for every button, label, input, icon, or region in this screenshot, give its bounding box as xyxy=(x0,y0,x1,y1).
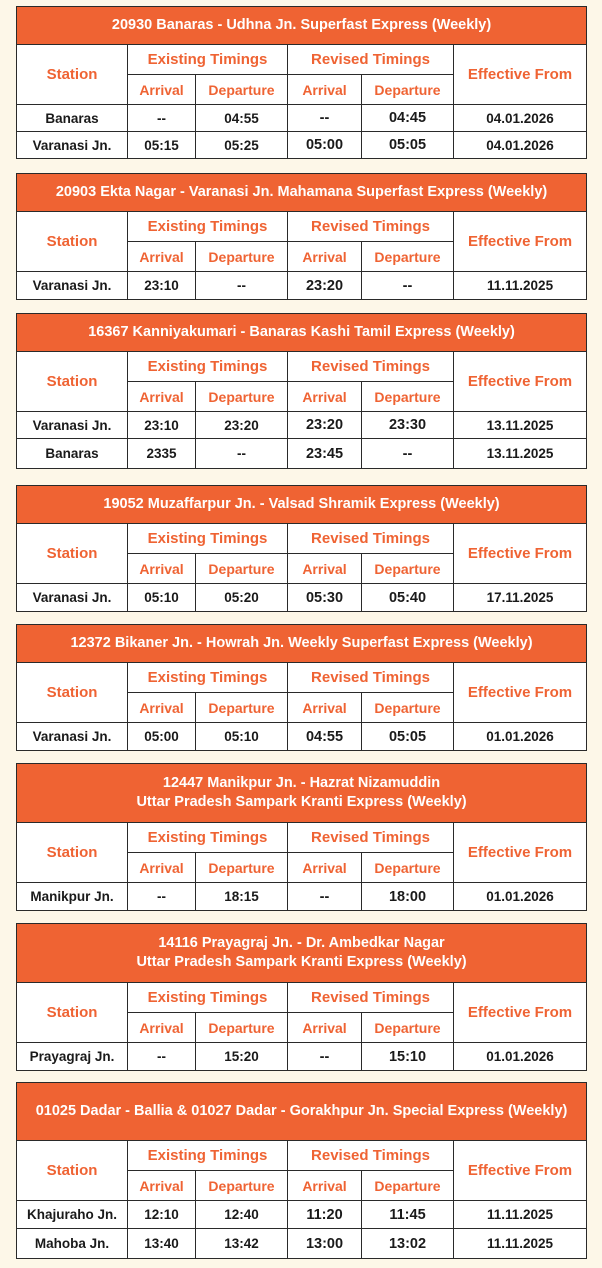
station-header: Station xyxy=(17,524,128,584)
existing-arrival-header: Arrival xyxy=(128,75,196,105)
station-header: Station xyxy=(17,1141,128,1201)
table-row xyxy=(17,723,587,751)
existing-departure-header: Departure xyxy=(196,1013,288,1043)
train-title-line: Uttar Pradesh Sampark Kranti Express (Weekly) xyxy=(136,794,467,810)
train-title xyxy=(17,1083,587,1141)
revised-arrival-cell: 05:00 xyxy=(288,132,362,159)
timing-table xyxy=(16,173,587,300)
effective-date-cell: 11.11.2025 xyxy=(454,272,587,300)
table-row xyxy=(17,883,587,911)
train-title-row xyxy=(17,1083,587,1141)
revised-departure-cell: 23:30 xyxy=(362,412,454,439)
header-row xyxy=(17,45,587,75)
existing-arrival-cell: 23:10 xyxy=(128,412,196,439)
station-cell: Varanasi Jn. xyxy=(17,272,128,300)
existing-departure-cell: 18:15 xyxy=(196,883,288,911)
revised-arrival-cell: -- xyxy=(288,1043,362,1071)
existing-timings-header: Existing Timings xyxy=(128,352,288,382)
revised-arrival-header: Arrival xyxy=(288,693,362,723)
station-cell: Varanasi Jn. xyxy=(17,584,128,612)
station-header: Station xyxy=(17,45,128,105)
existing-timings-header: Existing Timings xyxy=(128,983,288,1013)
revised-timings-header: Revised Timings xyxy=(288,212,454,242)
effective-date-cell: 11.11.2025 xyxy=(454,1201,587,1229)
existing-departure-cell: 05:25 xyxy=(196,132,288,159)
header-row xyxy=(17,212,587,242)
header-row xyxy=(17,663,587,693)
existing-arrival-cell: 05:10 xyxy=(128,584,196,612)
table-row xyxy=(17,439,587,469)
existing-departure-cell: 15:20 xyxy=(196,1043,288,1071)
train-title xyxy=(17,924,587,983)
train-title-line: Uttar Pradesh Sampark Kranti Express (Weekly) xyxy=(136,954,467,970)
revised-arrival-cell: 11:20 xyxy=(288,1201,362,1229)
effective-from-header: Effective From xyxy=(454,524,587,584)
existing-timings-header: Existing Timings xyxy=(128,1141,288,1171)
existing-departure-header: Departure xyxy=(196,75,288,105)
effective-from-header: Effective From xyxy=(454,352,587,412)
table-row xyxy=(17,132,587,159)
existing-departure-cell: 04:55 xyxy=(196,105,288,132)
effective-from-header: Effective From xyxy=(454,45,587,105)
existing-departure-cell: 13:42 xyxy=(196,1229,288,1259)
train-title-row xyxy=(17,486,587,524)
revised-departure-cell: -- xyxy=(362,272,454,300)
train-title-row xyxy=(17,924,587,983)
timing-table xyxy=(16,624,587,751)
revised-departure-header: Departure xyxy=(362,382,454,412)
revised-arrival-cell: 23:20 xyxy=(288,412,362,439)
train-title-line: 20930 Banaras - Udhna Jn. Superfast Express (Weekly) xyxy=(111,17,492,33)
revised-departure-header: Departure xyxy=(362,75,454,105)
effective-date-cell: 04.01.2026 xyxy=(454,105,587,132)
revised-timings-header: Revised Timings xyxy=(288,352,454,382)
train-title-line: 01025 Dadar - Ballia & 01027 Dadar - Gorakhpur Jn. Special Express (Weekly) xyxy=(35,1103,568,1119)
revised-timings-header: Revised Timings xyxy=(288,45,454,75)
train-title xyxy=(17,7,587,45)
revised-departure-cell: 13:02 xyxy=(362,1229,454,1259)
station-header: Station xyxy=(17,823,128,883)
train-title-row xyxy=(17,314,587,352)
revised-departure-cell: 05:05 xyxy=(362,723,454,751)
revised-timings-header: Revised Timings xyxy=(288,823,454,853)
existing-arrival-header: Arrival xyxy=(128,693,196,723)
station-cell: Varanasi Jn. xyxy=(17,723,128,751)
revised-departure-cell: 11:45 xyxy=(362,1201,454,1229)
existing-arrival-cell: 13:40 xyxy=(128,1229,196,1259)
existing-departure-header: Departure xyxy=(196,853,288,883)
existing-arrival-header: Arrival xyxy=(128,382,196,412)
revised-arrival-cell: 23:45 xyxy=(288,439,362,469)
effective-from-header: Effective From xyxy=(454,823,587,883)
station-cell: Varanasi Jn. xyxy=(17,132,128,159)
train-title-row xyxy=(17,174,587,212)
revised-arrival-header: Arrival xyxy=(288,382,362,412)
revised-arrival-header: Arrival xyxy=(288,75,362,105)
existing-timings-header: Existing Timings xyxy=(128,823,288,853)
revised-departure-header: Departure xyxy=(362,554,454,584)
revised-departure-header: Departure xyxy=(362,853,454,883)
station-header: Station xyxy=(17,663,128,723)
revised-departure-header: Departure xyxy=(362,693,454,723)
existing-departure-header: Departure xyxy=(196,382,288,412)
timing-table xyxy=(16,6,587,159)
effective-date-cell: 04.01.2026 xyxy=(454,132,587,159)
station-cell: Manikpur Jn. xyxy=(17,883,128,911)
station-cell: Banaras xyxy=(17,439,128,469)
effective-date-cell: 11.11.2025 xyxy=(454,1229,587,1259)
existing-departure-cell: -- xyxy=(196,272,288,300)
revised-arrival-cell: -- xyxy=(288,883,362,911)
station-cell: Banaras xyxy=(17,105,128,132)
effective-from-header: Effective From xyxy=(454,212,587,272)
revised-departure-cell: -- xyxy=(362,439,454,469)
train-table xyxy=(16,763,586,911)
timing-table xyxy=(16,313,587,469)
train-title-line: 16367 Kanniyakumari - Banaras Kashi Tamil Express (Weekly) xyxy=(88,324,515,340)
revised-timings-header: Revised Timings xyxy=(288,983,454,1013)
train-table xyxy=(16,923,586,1071)
train-title-line: 19052 Muzaffarpur Jn. - Valsad Shramik Express (Weekly) xyxy=(103,496,500,512)
revised-departure-cell: 18:00 xyxy=(362,883,454,911)
train-title-line: 12447 Manikpur Jn. - Hazrat Nizamuddin xyxy=(162,775,441,791)
revised-departure-header: Departure xyxy=(362,242,454,272)
train-title-row xyxy=(17,764,587,823)
timing-table xyxy=(16,485,587,612)
revised-arrival-header: Arrival xyxy=(288,554,362,584)
existing-arrival-cell: 05:15 xyxy=(128,132,196,159)
existing-timings-header: Existing Timings xyxy=(128,45,288,75)
station-cell: Khajuraho Jn. xyxy=(17,1201,128,1229)
timing-table xyxy=(16,763,587,911)
existing-arrival-cell: 2335 xyxy=(128,439,196,469)
existing-departure-cell: -- xyxy=(196,439,288,469)
revised-departure-header: Departure xyxy=(362,1013,454,1043)
revised-departure-cell: 05:05 xyxy=(362,132,454,159)
effective-date-cell: 01.01.2026 xyxy=(454,883,587,911)
revised-departure-cell: 04:45 xyxy=(362,105,454,132)
train-table xyxy=(16,485,586,612)
revised-departure-cell: 15:10 xyxy=(362,1043,454,1071)
station-header: Station xyxy=(17,212,128,272)
existing-arrival-header: Arrival xyxy=(128,853,196,883)
station-header: Station xyxy=(17,352,128,412)
existing-arrival-cell: -- xyxy=(128,1043,196,1071)
timing-table xyxy=(16,923,587,1071)
header-row xyxy=(17,524,587,554)
existing-departure-header: Departure xyxy=(196,693,288,723)
revised-timings-header: Revised Timings xyxy=(288,524,454,554)
table-row xyxy=(17,584,587,612)
existing-departure-header: Departure xyxy=(196,242,288,272)
table-row xyxy=(17,105,587,132)
station-cell: Prayagraj Jn. xyxy=(17,1043,128,1071)
train-table xyxy=(16,6,586,159)
revised-arrival-header: Arrival xyxy=(288,242,362,272)
station-cell: Mahoba Jn. xyxy=(17,1229,128,1259)
header-row xyxy=(17,983,587,1013)
train-title xyxy=(17,174,587,212)
revised-arrival-cell: 04:55 xyxy=(288,723,362,751)
timing-table xyxy=(16,1082,587,1259)
train-title-row xyxy=(17,7,587,45)
header-row xyxy=(17,823,587,853)
train-title xyxy=(17,486,587,524)
table-row xyxy=(17,1201,587,1229)
effective-from-header: Effective From xyxy=(454,663,587,723)
existing-arrival-cell: -- xyxy=(128,883,196,911)
header-row xyxy=(17,352,587,382)
effective-date-cell: 13.11.2025 xyxy=(454,439,587,469)
revised-departure-cell: 05:40 xyxy=(362,584,454,612)
existing-arrival-cell: 05:00 xyxy=(128,723,196,751)
revised-arrival-cell: -- xyxy=(288,105,362,132)
existing-departure-header: Departure xyxy=(196,1171,288,1201)
effective-from-header: Effective From xyxy=(454,983,587,1043)
existing-arrival-header: Arrival xyxy=(128,1171,196,1201)
existing-departure-cell: 23:20 xyxy=(196,412,288,439)
train-title xyxy=(17,764,587,823)
effective-from-header: Effective From xyxy=(454,1141,587,1201)
train-table xyxy=(16,313,586,469)
revised-timings-header: Revised Timings xyxy=(288,663,454,693)
effective-date-cell: 01.01.2026 xyxy=(454,723,587,751)
revised-departure-header: Departure xyxy=(362,1171,454,1201)
existing-departure-cell: 05:20 xyxy=(196,584,288,612)
train-table xyxy=(16,1082,586,1259)
train-title xyxy=(17,625,587,663)
existing-arrival-header: Arrival xyxy=(128,242,196,272)
effective-date-cell: 13.11.2025 xyxy=(454,412,587,439)
existing-arrival-header: Arrival xyxy=(128,1013,196,1043)
train-title-line: 14116 Prayagraj Jn. - Dr. Ambedkar Nagar xyxy=(158,935,445,951)
existing-timings-header: Existing Timings xyxy=(128,212,288,242)
train-title xyxy=(17,314,587,352)
train-table xyxy=(16,624,586,751)
train-title-line: 12372 Bikaner Jn. - Howrah Jn. Weekly Superfast Express (Weekly) xyxy=(70,635,533,651)
header-row xyxy=(17,1141,587,1171)
existing-departure-cell: 05:10 xyxy=(196,723,288,751)
existing-arrival-cell: 23:10 xyxy=(128,272,196,300)
table-row xyxy=(17,412,587,439)
train-title-row xyxy=(17,625,587,663)
revised-arrival-cell: 13:00 xyxy=(288,1229,362,1259)
existing-timings-header: Existing Timings xyxy=(128,663,288,693)
revised-arrival-cell: 05:30 xyxy=(288,584,362,612)
train-table xyxy=(16,173,586,300)
effective-date-cell: 17.11.2025 xyxy=(454,584,587,612)
station-header: Station xyxy=(17,983,128,1043)
revised-arrival-header: Arrival xyxy=(288,1013,362,1043)
table-row xyxy=(17,1043,587,1071)
table-row xyxy=(17,1229,587,1259)
existing-departure-header: Departure xyxy=(196,554,288,584)
existing-departure-cell: 12:40 xyxy=(196,1201,288,1229)
existing-arrival-header: Arrival xyxy=(128,554,196,584)
revised-arrival-header: Arrival xyxy=(288,853,362,883)
revised-arrival-header: Arrival xyxy=(288,1171,362,1201)
revised-timings-header: Revised Timings xyxy=(288,1141,454,1171)
train-title-line: 20903 Ekta Nagar - Varanasi Jn. Mahamana Superfast Express (Weekly) xyxy=(55,184,548,200)
existing-arrival-cell: 12:10 xyxy=(128,1201,196,1229)
effective-date-cell: 01.01.2026 xyxy=(454,1043,587,1071)
revised-arrival-cell: 23:20 xyxy=(288,272,362,300)
table-row xyxy=(17,272,587,300)
station-cell: Varanasi Jn. xyxy=(17,412,128,439)
existing-timings-header: Existing Timings xyxy=(128,524,288,554)
existing-arrival-cell: -- xyxy=(128,105,196,132)
